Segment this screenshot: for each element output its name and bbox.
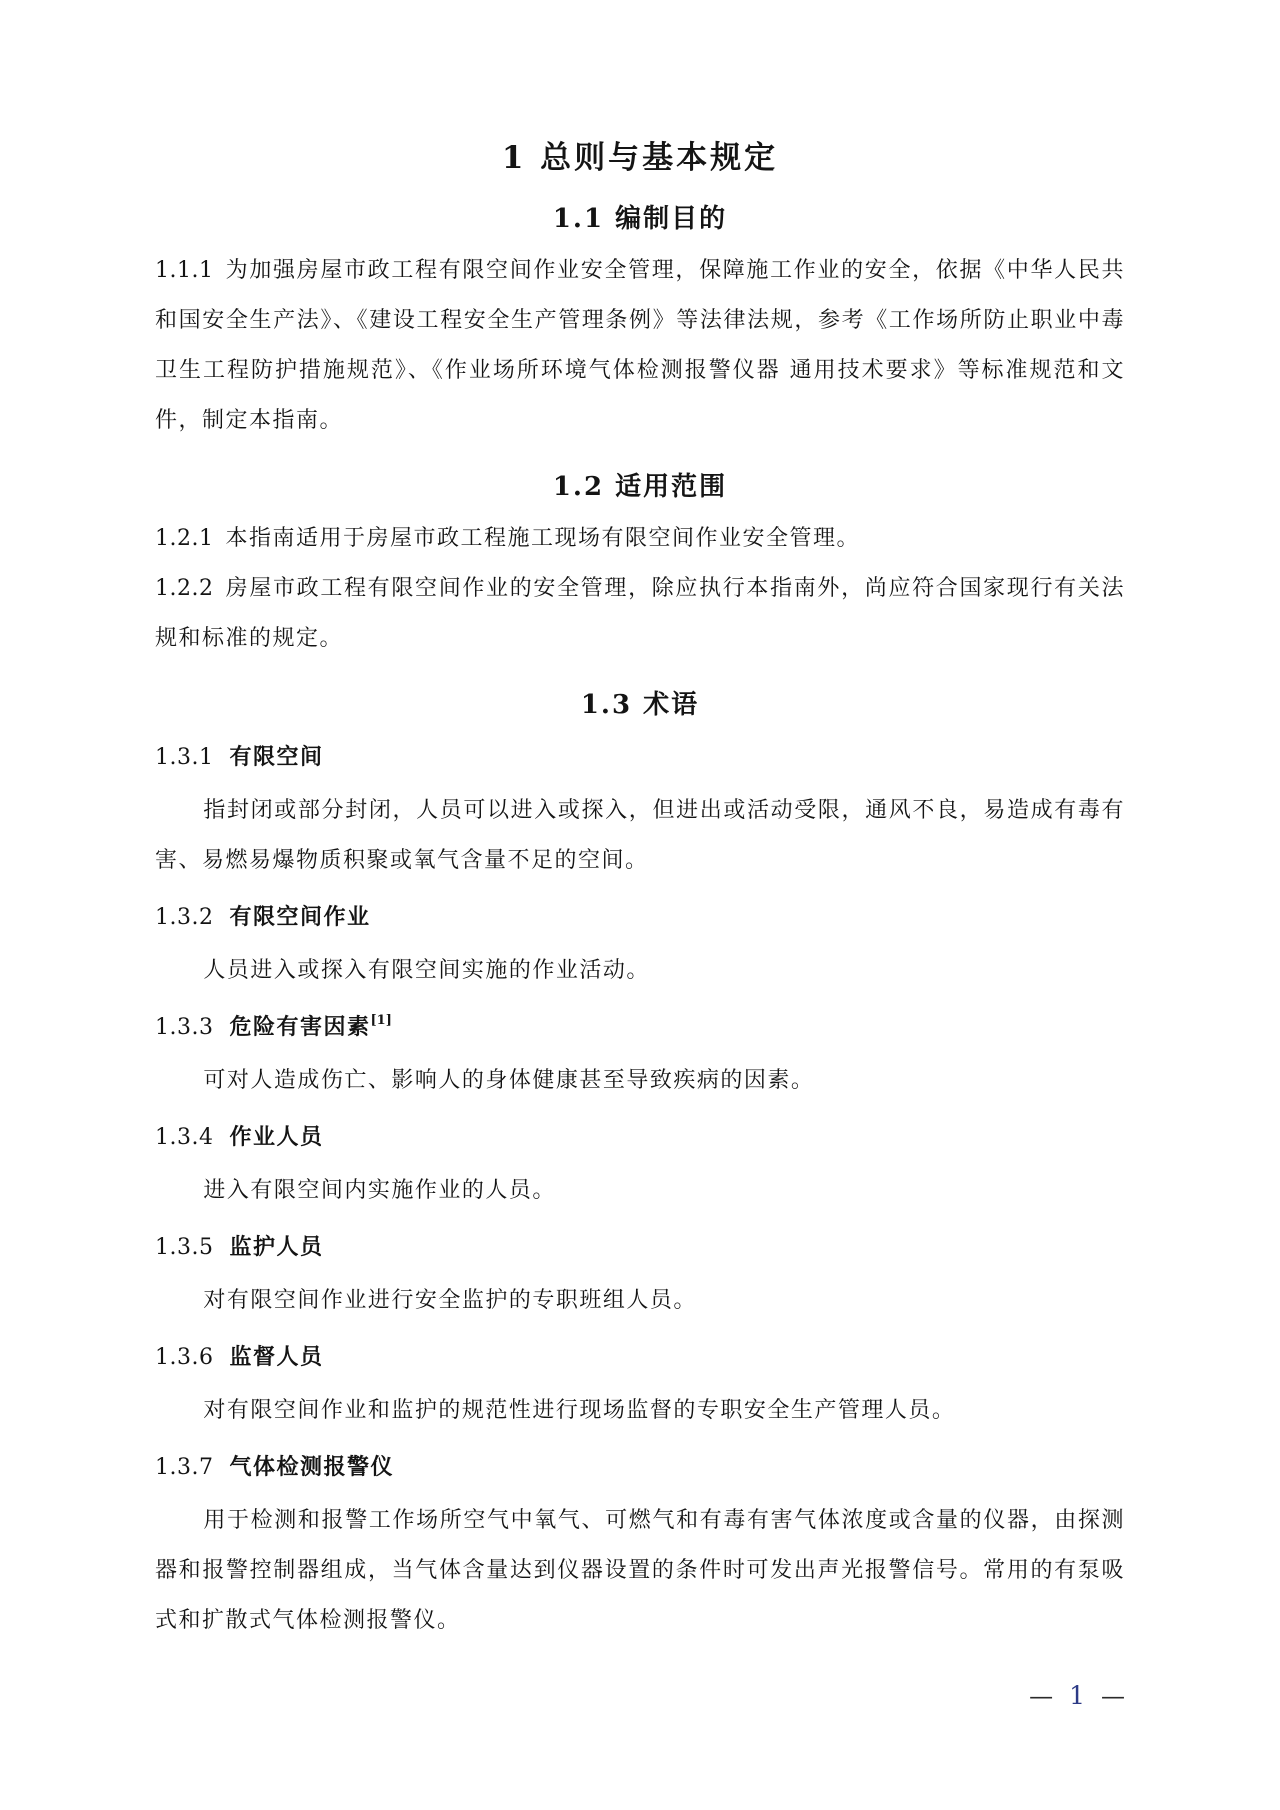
clause-number: 1.3.2 — [155, 905, 214, 930]
clause-number: 1.3.4 — [155, 1125, 214, 1150]
clause-number: 1.2.1 — [155, 526, 214, 551]
term-label: 有限空间 — [229, 744, 324, 770]
clause-number: 1.2.2 — [155, 576, 214, 601]
term-definition-1-3-4: 进入有限空间内实施作业的人员。 — [203, 1178, 556, 1203]
term-heading-1-3-4 — [155, 1112, 1125, 1166]
term-definition-1-3-3: 可对人造成伤亡、影响人的身体健康甚至导致疾病的因素。 — [203, 1068, 815, 1093]
section-heading-1-3: 1.3 术语 — [580, 690, 700, 720]
term-definition-1-3-5: 对有限空间作业进行安全监护的专职班组人员。 — [203, 1288, 697, 1313]
page-title: 1 总则与基本规定 — [501, 140, 779, 176]
term-heading-1-3-1 — [155, 732, 1125, 786]
term-heading-1-3-6 — [155, 1332, 1125, 1386]
clause-number: 1.3.1 — [155, 745, 214, 770]
clause-number: 1.1.1 — [155, 258, 214, 283]
term-definition-1-3-7: 用于检测和报警工作场所空气中氧气、可燃气和有毒有害气体浓度或含量的仪器，由探测器和报警控制器组成，当气体含量达到仪器设置的条件时可发出声光报警信号。常用的有泵吸式和扩散式气体检测报警仪。 — [155, 1508, 1125, 1633]
term-superscript-reference: [1] — [370, 1013, 392, 1028]
clause-number: 1.3.7 — [155, 1455, 214, 1480]
paragraph-1-2-1 — [155, 514, 1125, 564]
page-footer — [1029, 1680, 1125, 1712]
term-label: 危险有害因素 — [229, 1014, 371, 1040]
paragraph-1-1-1 — [155, 246, 1125, 446]
paragraph-1-2-2 — [155, 564, 1125, 664]
term-heading-1-3-7 — [155, 1442, 1125, 1496]
term-definition-1-3-2: 人员进入或探入有限空间实施的作业活动。 — [203, 958, 650, 983]
clause-number: 1.3.3 — [155, 1015, 214, 1040]
term-label: 监护人员 — [229, 1234, 324, 1260]
term-definition-1-3-6: 对有限空间作业和监护的规范性进行现场监督的专职安全生产管理人员。 — [203, 1398, 956, 1423]
footer-dash-left: — — [1029, 1682, 1054, 1710]
clause-number: 1.3.5 — [155, 1235, 214, 1260]
section-heading-1-2: 1.2 适用范围 — [552, 472, 728, 502]
clause-number: 1.3.6 — [155, 1345, 214, 1370]
term-label: 作业人员 — [229, 1124, 324, 1150]
section-heading-1-1: 1.1 编制目的 — [552, 204, 728, 234]
term-definition-1-3-1: 指封闭或部分封闭，人员可以进入或探入，但进出或活动受限，通风不良，易造成有毒有害、易燃易爆物质积聚或氧气含量不足的空间。 — [155, 798, 1125, 873]
term-heading-1-3-3 — [155, 1002, 1125, 1056]
clause-text: 为加强房屋市政工程有限空间作业安全管理，保障施工作业的安全，依据《中华人民共和国安全生产法》、《建设工程安全生产管理条例》等法律法规，参考《工作场所防止职业中毒 卫生工程防护措施规范》、《作业场所环境气体检测报警仪器 通用技术要求》等标准规范和文件，制定本指南。 — [155, 258, 1125, 433]
term-heading-1-3-2 — [155, 892, 1125, 946]
term-label: 有限空间作业 — [229, 904, 371, 930]
footer-dash-right: — — [1101, 1682, 1125, 1710]
term-label: 监督人员 — [229, 1344, 324, 1370]
term-heading-1-3-5 — [155, 1222, 1125, 1276]
term-label: 气体检测报警仪 — [229, 1454, 394, 1480]
page-number: 1 — [1069, 1681, 1085, 1710]
clause-text: 房屋市政工程有限空间作业的安全管理，除应执行本指南外，尚应符合国家现行有关法规和标准的规定。 — [155, 576, 1125, 651]
clause-text: 本指南适用于房屋市政工程施工现场有限空间作业安全管理。 — [225, 526, 860, 551]
